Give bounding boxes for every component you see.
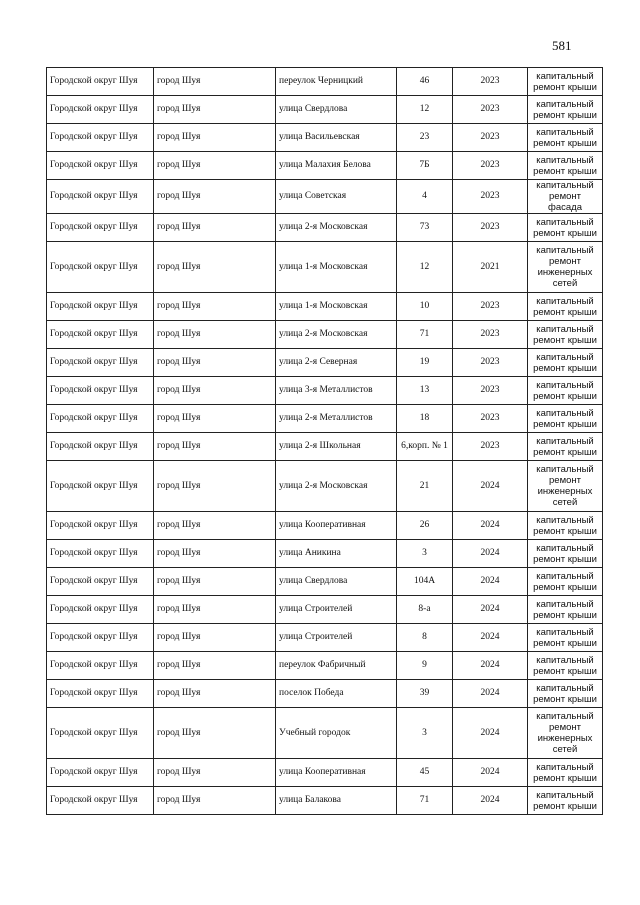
house-cell: 46 — [397, 68, 453, 96]
work-type-cell: капитальный ремонт крыши — [528, 596, 603, 624]
table-row — [47, 214, 603, 242]
street-cell: улица 2-я Металлистов — [276, 405, 397, 433]
year-cell: 2023 — [453, 180, 528, 214]
city-cell: город Шуя — [154, 512, 276, 540]
table-row — [47, 180, 603, 214]
city-cell: город Шуя — [154, 242, 276, 293]
city-cell: город Шуя — [154, 708, 276, 759]
house-cell: 104А — [397, 568, 453, 596]
work-type-cell: капитальный ремонт фасада — [528, 180, 603, 214]
street-cell: переулок Фабричный — [276, 652, 397, 680]
year-cell: 2021 — [453, 242, 528, 293]
year-cell: 2023 — [453, 405, 528, 433]
table-row — [47, 708, 603, 759]
year-cell: 2023 — [453, 96, 528, 124]
table-row — [47, 124, 603, 152]
table-row — [47, 242, 603, 293]
city-cell: город Шуя — [154, 540, 276, 568]
street-cell: улица 2-я Северная — [276, 349, 397, 377]
work-type-cell: капитальный ремонт крыши — [528, 512, 603, 540]
year-cell: 2024 — [453, 624, 528, 652]
city-cell: город Шуя — [154, 68, 276, 96]
work-type-cell: капитальный ремонт инженерных сетей — [528, 242, 603, 293]
street-cell: улица 2-я Школьная — [276, 433, 397, 461]
house-cell: 71 — [397, 321, 453, 349]
street-cell: улица 1-я Московская — [276, 242, 397, 293]
table-row — [47, 540, 603, 568]
district-cell: Городской округ Шуя — [47, 759, 154, 787]
work-type-cell: капитальный ремонт крыши — [528, 293, 603, 321]
city-cell: город Шуя — [154, 293, 276, 321]
work-type-cell: капитальный ремонт крыши — [528, 759, 603, 787]
year-cell: 2024 — [453, 787, 528, 815]
work-type-cell: капитальный ремонт инженерных сетей — [528, 461, 603, 512]
house-cell: 21 — [397, 461, 453, 512]
year-cell: 2023 — [453, 124, 528, 152]
district-cell: Городской округ Шуя — [47, 540, 154, 568]
house-cell: 23 — [397, 124, 453, 152]
street-cell: улица Балакова — [276, 787, 397, 815]
street-cell: поселок Победа — [276, 680, 397, 708]
work-type-cell: капитальный ремонт крыши — [528, 377, 603, 405]
city-cell: город Шуя — [154, 124, 276, 152]
district-cell: Городской округ Шуя — [47, 68, 154, 96]
year-cell: 2023 — [453, 377, 528, 405]
year-cell: 2024 — [453, 596, 528, 624]
year-cell: 2023 — [453, 152, 528, 180]
year-cell: 2024 — [453, 568, 528, 596]
house-cell: 73 — [397, 214, 453, 242]
house-cell: 3 — [397, 708, 453, 759]
work-type-cell: капитальный ремонт инженерных сетей — [528, 708, 603, 759]
table-row — [47, 461, 603, 512]
table-row — [47, 596, 603, 624]
table-row — [47, 152, 603, 180]
street-cell: улица Малахия Белова — [276, 152, 397, 180]
house-cell: 45 — [397, 759, 453, 787]
house-cell: 26 — [397, 512, 453, 540]
district-cell: Городской округ Шуя — [47, 96, 154, 124]
street-cell: улица Аникина — [276, 540, 397, 568]
work-type-cell: капитальный ремонт крыши — [528, 624, 603, 652]
year-cell: 2023 — [453, 293, 528, 321]
work-type-cell: капитальный ремонт крыши — [528, 214, 603, 242]
work-type-cell: капитальный ремонт крыши — [528, 96, 603, 124]
street-cell: улица Кооперативная — [276, 759, 397, 787]
table-row — [47, 624, 603, 652]
district-cell: Городской округ Шуя — [47, 349, 154, 377]
city-cell: город Шуя — [154, 321, 276, 349]
page-number: 581 — [552, 38, 572, 53]
house-cell: 4 — [397, 180, 453, 214]
house-cell: 18 — [397, 405, 453, 433]
district-cell: Городской округ Шуя — [47, 124, 154, 152]
city-cell: город Шуя — [154, 596, 276, 624]
city-cell: город Шуя — [154, 759, 276, 787]
city-cell: город Шуя — [154, 349, 276, 377]
table-row — [47, 68, 603, 96]
district-cell: Городской округ Шуя — [47, 433, 154, 461]
table-row — [47, 512, 603, 540]
table-row — [47, 96, 603, 124]
street-cell: улица 3-я Металлистов — [276, 377, 397, 405]
work-type-cell: капитальный ремонт крыши — [528, 680, 603, 708]
city-cell: город Шуя — [154, 180, 276, 214]
table-row — [47, 405, 603, 433]
district-cell: Городской округ Шуя — [47, 652, 154, 680]
district-cell: Городской округ Шуя — [47, 461, 154, 512]
district-cell: Городской округ Шуя — [47, 680, 154, 708]
work-type-cell: капитальный ремонт крыши — [528, 787, 603, 815]
district-cell: Городской округ Шуя — [47, 180, 154, 214]
table-row — [47, 759, 603, 787]
year-cell: 2023 — [453, 68, 528, 96]
street-cell: улица Строителей — [276, 596, 397, 624]
street-cell: улица 2-я Московская — [276, 214, 397, 242]
work-type-cell: капитальный ремонт крыши — [528, 321, 603, 349]
street-cell: улица Свердлова — [276, 96, 397, 124]
house-cell: 19 — [397, 349, 453, 377]
table-row — [47, 377, 603, 405]
year-cell: 2024 — [453, 680, 528, 708]
year-cell: 2024 — [453, 461, 528, 512]
year-cell: 2023 — [453, 321, 528, 349]
work-type-cell: капитальный ремонт крыши — [528, 152, 603, 180]
table-body — [47, 68, 603, 815]
city-cell: город Шуя — [154, 624, 276, 652]
work-type-cell: капитальный ремонт крыши — [528, 405, 603, 433]
district-cell: Городской округ Шуя — [47, 293, 154, 321]
house-cell: 9 — [397, 652, 453, 680]
street-cell: улица 2-я Московская — [276, 321, 397, 349]
city-cell: город Шуя — [154, 461, 276, 512]
work-type-cell: капитальный ремонт крыши — [528, 124, 603, 152]
table-row — [47, 568, 603, 596]
street-cell: улица Советская — [276, 180, 397, 214]
district-cell: Городской округ Шуя — [47, 568, 154, 596]
house-cell: 8 — [397, 624, 453, 652]
year-cell: 2024 — [453, 708, 528, 759]
table-row — [47, 787, 603, 815]
city-cell: город Шуя — [154, 680, 276, 708]
district-cell: Городской округ Шуя — [47, 214, 154, 242]
district-cell: Городской округ Шуя — [47, 624, 154, 652]
year-cell: 2023 — [453, 433, 528, 461]
district-cell: Городской округ Шуя — [47, 152, 154, 180]
year-cell: 2023 — [453, 349, 528, 377]
house-cell: 10 — [397, 293, 453, 321]
street-cell: улица Васильевская — [276, 124, 397, 152]
house-cell: 7Б — [397, 152, 453, 180]
district-cell: Городской округ Шуя — [47, 596, 154, 624]
year-cell: 2024 — [453, 652, 528, 680]
city-cell: город Шуя — [154, 152, 276, 180]
district-cell: Городской округ Шуя — [47, 708, 154, 759]
street-cell: улица Кооперативная — [276, 512, 397, 540]
city-cell: город Шуя — [154, 377, 276, 405]
work-type-cell: капитальный ремонт крыши — [528, 433, 603, 461]
city-cell: город Шуя — [154, 96, 276, 124]
street-cell: улица 2-я Московская — [276, 461, 397, 512]
district-cell: Городской округ Шуя — [47, 512, 154, 540]
house-cell: 12 — [397, 96, 453, 124]
repair-schedule-table — [46, 67, 603, 815]
district-cell: Городской округ Шуя — [47, 787, 154, 815]
city-cell: город Шуя — [154, 214, 276, 242]
street-cell: переулок Черницкий — [276, 68, 397, 96]
city-cell: город Шуя — [154, 433, 276, 461]
work-type-cell: капитальный ремонт крыши — [528, 568, 603, 596]
city-cell: город Шуя — [154, 787, 276, 815]
year-cell: 2024 — [453, 540, 528, 568]
district-cell: Городской округ Шуя — [47, 377, 154, 405]
house-cell: 3 — [397, 540, 453, 568]
city-cell: город Шуя — [154, 652, 276, 680]
work-type-cell: капитальный ремонт крыши — [528, 349, 603, 377]
city-cell: город Шуя — [154, 568, 276, 596]
house-cell: 12 — [397, 242, 453, 293]
table-row — [47, 321, 603, 349]
table-row — [47, 652, 603, 680]
house-cell: 71 — [397, 787, 453, 815]
street-cell: Учебный городок — [276, 708, 397, 759]
work-type-cell: капитальный ремонт крыши — [528, 68, 603, 96]
work-type-cell: капитальный ремонт крыши — [528, 540, 603, 568]
street-cell: улица Свердлова — [276, 568, 397, 596]
district-cell: Городской округ Шуя — [47, 321, 154, 349]
house-cell: 13 — [397, 377, 453, 405]
year-cell: 2024 — [453, 512, 528, 540]
district-cell: Городской округ Шуя — [47, 242, 154, 293]
table-row — [47, 433, 603, 461]
work-type-cell: капитальный ремонт крыши — [528, 652, 603, 680]
year-cell: 2024 — [453, 759, 528, 787]
street-cell: улица 1-я Московская — [276, 293, 397, 321]
district-cell: Городской округ Шуя — [47, 405, 154, 433]
house-cell: 8-а — [397, 596, 453, 624]
house-cell: 6,корп. № 1 — [397, 433, 453, 461]
table-row — [47, 293, 603, 321]
house-cell: 39 — [397, 680, 453, 708]
city-cell: город Шуя — [154, 405, 276, 433]
table-row — [47, 349, 603, 377]
street-cell: улица Строителей — [276, 624, 397, 652]
year-cell: 2023 — [453, 214, 528, 242]
table-row — [47, 680, 603, 708]
